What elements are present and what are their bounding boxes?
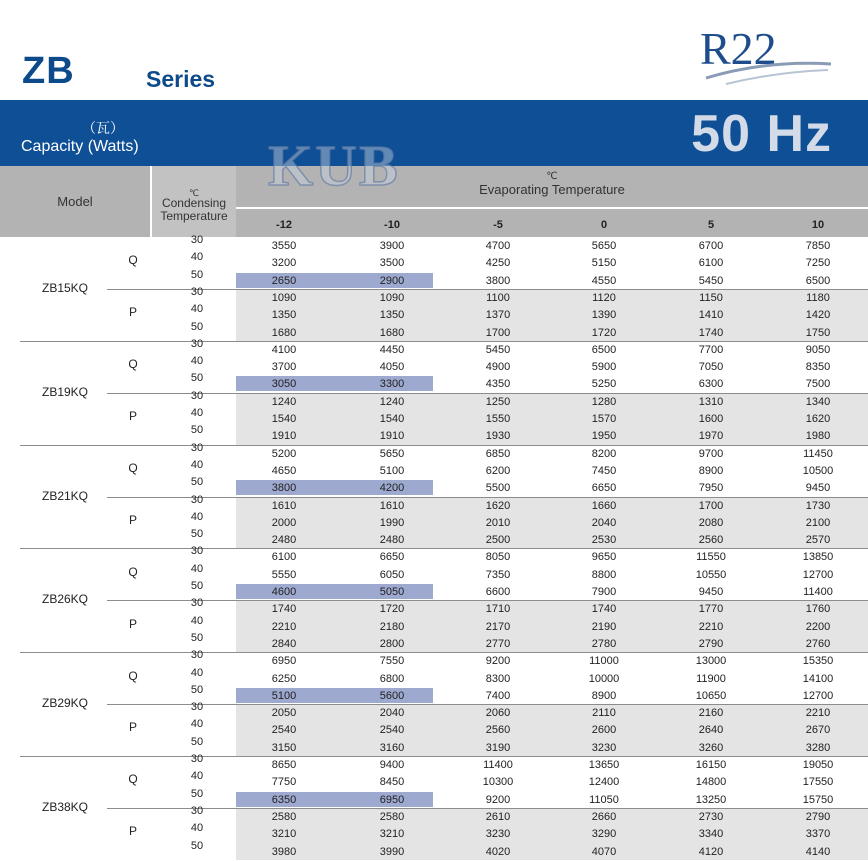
- series-label: Series: [146, 66, 216, 92]
- value-cell: 1350: [271, 309, 297, 322]
- condensing-temp: 40: [190, 770, 204, 783]
- condensing-temp: 50: [190, 424, 204, 437]
- condensing-temp: 40: [190, 666, 204, 679]
- value-cell: 7400: [485, 689, 511, 702]
- value-cell: 12700: [802, 689, 834, 702]
- value-cell: 13000: [695, 655, 727, 668]
- value-cell: 9650: [591, 551, 617, 564]
- value-cell: 1570: [591, 413, 617, 425]
- value-cell: 7350: [485, 568, 511, 581]
- value-cell: 7450: [591, 464, 617, 477]
- evap-temp-1: -10: [384, 219, 400, 231]
- model-name: ZB26KQ: [41, 592, 89, 607]
- condensing-temp: 30: [190, 649, 204, 662]
- value-cell: 2840: [271, 637, 297, 650]
- value-cell: 1390: [591, 309, 617, 322]
- value-cell: 6650: [591, 482, 617, 495]
- value-cell: 2160: [698, 707, 724, 720]
- value-cell: 1990: [379, 516, 405, 529]
- value-cell: 8900: [591, 689, 617, 702]
- value-cell: 12700: [802, 568, 834, 581]
- value-cell: 11900: [696, 672, 726, 685]
- value-cell: 11550: [696, 551, 726, 564]
- condensing-unit: ℃: [188, 188, 200, 198]
- value-cell: 7550: [379, 655, 405, 668]
- value-cell: 1970: [698, 430, 724, 443]
- value-cell: 2570: [805, 534, 831, 547]
- value-cell: 9700: [698, 447, 724, 460]
- model-header: Model: [57, 194, 93, 209]
- row-type-p: P: [128, 720, 137, 735]
- evap-temp-4: 5: [707, 219, 715, 231]
- value-cell: 11000: [589, 655, 619, 668]
- value-cell: 1730: [805, 499, 831, 512]
- value-cell: 2730: [698, 810, 724, 823]
- condensing-temp: 50: [190, 528, 204, 541]
- row-type-q: Q: [128, 772, 138, 787]
- value-cell: 1250: [485, 395, 511, 408]
- condensing-temp: 40: [190, 562, 204, 575]
- value-cell: 4350: [485, 378, 511, 391]
- logo-text: R22: [700, 23, 777, 74]
- value-cell: 8900: [698, 464, 724, 477]
- capacity-label-cn: （瓦）: [82, 120, 124, 136]
- value-cell: 1540: [271, 413, 297, 425]
- value-cell: 3800: [271, 482, 297, 495]
- value-cell: 8300: [485, 672, 511, 685]
- value-cell: 4050: [379, 361, 405, 374]
- value-cell: 1420: [805, 309, 831, 322]
- condensing-temp: 40: [190, 303, 204, 316]
- value-cell: 7500: [805, 378, 831, 391]
- value-cell: 2900: [379, 274, 405, 287]
- value-cell: 1340: [805, 395, 831, 408]
- condensing-temp: 50: [190, 372, 204, 385]
- value-cell: 4070: [591, 845, 617, 858]
- value-cell: 3300: [379, 378, 405, 391]
- value-cell: 1950: [591, 430, 617, 443]
- value-cell: 2790: [698, 637, 724, 650]
- value-cell: 6500: [805, 274, 831, 287]
- value-cell: 6800: [379, 672, 405, 685]
- value-cell: 3260: [698, 741, 724, 754]
- value-cell: 1240: [379, 395, 405, 408]
- value-cell: 5100: [379, 464, 405, 477]
- value-cell: 1750: [805, 326, 831, 339]
- evap-temp-5: 10: [811, 219, 825, 231]
- value-cell: 8200: [591, 447, 617, 460]
- value-cell: 4020: [485, 845, 511, 858]
- value-cell: 1660: [591, 499, 617, 512]
- value-cell: 1610: [271, 499, 297, 512]
- value-cell: 5600: [379, 689, 405, 702]
- value-cell: 9450: [805, 482, 831, 495]
- value-cell: 13250: [695, 793, 727, 806]
- value-cell: 14100: [802, 672, 834, 685]
- value-cell: 5650: [591, 240, 617, 252]
- value-cell: 6350: [271, 793, 297, 806]
- value-cell: 3190: [485, 741, 511, 754]
- value-cell: 1700: [698, 499, 724, 512]
- condensing-temp: 50: [190, 631, 204, 644]
- value-cell: 6200: [485, 464, 511, 477]
- value-cell: 14800: [695, 776, 727, 789]
- value-cell: 5650: [379, 447, 405, 460]
- value-cell: 1740: [591, 603, 617, 616]
- value-cell: 2180: [379, 620, 405, 633]
- value-cell: 3980: [271, 845, 297, 858]
- value-cell: 5200: [271, 447, 297, 460]
- value-cell: 16150: [695, 759, 727, 771]
- condensing-temp: 50: [190, 268, 204, 281]
- watermark: KUB: [268, 133, 400, 198]
- condensing-temp: 30: [190, 389, 204, 402]
- value-cell: 8350: [805, 361, 831, 374]
- frequency-label: 50 Hz: [691, 105, 832, 163]
- value-cell: 1980: [805, 430, 831, 443]
- value-cell: 15750: [802, 793, 834, 806]
- value-cell: 2560: [485, 724, 511, 737]
- value-cell: 2800: [379, 637, 405, 650]
- value-cell: 1610: [379, 499, 405, 512]
- value-cell: 2210: [271, 620, 297, 633]
- condensing-temp: 40: [190, 251, 204, 264]
- value-cell: 3900: [379, 240, 405, 252]
- value-cell: 9050: [805, 343, 831, 356]
- value-cell: 2010: [485, 516, 511, 529]
- condensing-temp: 30: [190, 441, 204, 454]
- capacity-label: Capacity (Watts): [21, 138, 139, 155]
- value-cell: 7850: [805, 240, 831, 252]
- value-cell: 1620: [805, 413, 831, 425]
- value-cell: 13850: [802, 551, 834, 564]
- p-shade: [236, 704, 868, 756]
- value-cell: 2210: [805, 707, 831, 720]
- value-cell: 4700: [485, 240, 511, 252]
- value-cell: 6850: [485, 447, 511, 460]
- header-divider: [236, 207, 868, 209]
- value-cell: 4100: [271, 343, 297, 356]
- evaporating-label: Evaporating Temperature: [479, 182, 625, 197]
- row-type-q: Q: [128, 357, 138, 372]
- value-cell: 1090: [271, 291, 297, 304]
- value-cell: 1150: [699, 291, 723, 304]
- value-cell: 2790: [805, 810, 831, 823]
- value-cell: 2610: [485, 810, 511, 823]
- value-cell: 5100: [271, 689, 297, 702]
- value-cell: 11400: [803, 586, 833, 598]
- value-cell: 2540: [379, 724, 405, 737]
- condensing-temp: 40: [190, 614, 204, 627]
- value-cell: 1090: [379, 291, 405, 304]
- value-cell: 2560: [698, 534, 724, 547]
- value-cell: 3990: [379, 845, 405, 858]
- condensing-temp: 50: [190, 476, 204, 489]
- value-cell: 6700: [698, 240, 724, 252]
- value-cell: 3500: [379, 257, 405, 270]
- value-cell: 2050: [271, 707, 297, 720]
- value-cell: 2780: [591, 637, 617, 650]
- value-cell: 9400: [379, 759, 405, 771]
- value-cell: 10550: [695, 568, 727, 581]
- row-type-p: P: [128, 305, 137, 320]
- condensing-temp: 40: [190, 407, 204, 419]
- evap-temp-3: 0: [600, 219, 608, 231]
- condensing-temp: 30: [190, 285, 204, 298]
- value-cell: 3210: [271, 828, 297, 841]
- value-cell: 2210: [698, 620, 724, 633]
- value-cell: 6950: [379, 793, 405, 806]
- value-cell: 1120: [592, 291, 616, 304]
- condensing-temp: 30: [190, 337, 204, 350]
- condensing-temp: 50: [190, 787, 204, 800]
- value-cell: 8050: [485, 551, 511, 564]
- value-cell: 3700: [271, 361, 297, 374]
- value-cell: 1620: [485, 499, 511, 512]
- value-cell: 7750: [271, 776, 297, 789]
- condensing-temp: 40: [190, 718, 204, 731]
- value-cell: 2040: [591, 516, 617, 529]
- value-cell: 5450: [698, 274, 724, 287]
- value-cell: 6250: [271, 672, 297, 685]
- value-cell: 9200: [485, 655, 511, 668]
- value-cell: 3340: [698, 828, 724, 841]
- value-cell: 5150: [591, 257, 617, 270]
- condensing-temp: 50: [190, 580, 204, 592]
- value-cell: 2080: [698, 516, 724, 529]
- value-cell: 6050: [379, 568, 405, 581]
- value-cell: 5250: [591, 378, 617, 391]
- value-cell: 1770: [698, 603, 724, 616]
- value-cell: 2500: [485, 534, 511, 547]
- value-cell: 3230: [485, 828, 511, 841]
- row-type-p: P: [128, 409, 137, 423]
- value-cell: 6950: [271, 655, 297, 668]
- value-cell: 1720: [379, 603, 405, 616]
- value-cell: 2530: [591, 534, 617, 547]
- value-cell: 3370: [805, 828, 831, 841]
- value-cell: 2480: [271, 534, 297, 547]
- value-cell: 4650: [271, 464, 297, 477]
- value-cell: 6300: [698, 378, 724, 391]
- value-cell: 1700: [485, 326, 511, 339]
- value-cell: 10000: [588, 672, 620, 685]
- value-cell: 5450: [485, 343, 511, 356]
- value-cell: 6500: [591, 343, 617, 356]
- value-cell: 1680: [379, 326, 405, 339]
- value-cell: 2600: [591, 724, 617, 737]
- value-cell: 4600: [271, 586, 297, 598]
- value-cell: 2580: [379, 810, 405, 823]
- value-cell: 1540: [379, 413, 405, 425]
- value-cell: 3210: [379, 828, 405, 841]
- r22-logo: [696, 20, 836, 90]
- condensing-temp: 50: [190, 683, 204, 696]
- value-cell: 4120: [698, 845, 724, 858]
- value-cell: 3290: [591, 828, 617, 841]
- value-cell: 4140: [805, 845, 831, 858]
- value-cell: 7050: [698, 361, 724, 374]
- value-cell: 3050: [271, 378, 297, 391]
- value-cell: 2170: [485, 620, 511, 633]
- value-cell: 1710: [485, 603, 511, 616]
- model-name: ZB19KQ: [41, 384, 89, 399]
- model-name: ZB21KQ: [41, 488, 89, 503]
- row-type-p: P: [128, 824, 137, 839]
- model-name: ZB15KQ: [41, 280, 89, 295]
- value-cell: 2000: [271, 516, 297, 529]
- value-cell: 6650: [379, 551, 405, 564]
- value-cell: 2640: [698, 724, 724, 737]
- value-cell: 6600: [485, 586, 511, 598]
- value-cell: 1410: [698, 309, 724, 322]
- condensing-temp: 50: [190, 735, 204, 748]
- value-cell: 1280: [591, 395, 617, 408]
- value-cell: 2190: [591, 620, 617, 633]
- value-cell: 2540: [271, 724, 297, 737]
- value-cell: 2650: [271, 274, 297, 287]
- value-cell: 1680: [271, 326, 297, 339]
- value-cell: 5050: [379, 586, 405, 598]
- condensing-temp: 40: [190, 355, 204, 368]
- value-cell: 4900: [485, 361, 511, 374]
- condensing-temp: 40: [190, 510, 204, 523]
- value-cell: 8650: [271, 759, 297, 771]
- value-cell: 3280: [805, 741, 831, 754]
- value-cell: 7700: [698, 343, 724, 356]
- value-cell: 3150: [271, 741, 297, 754]
- value-cell: 1720: [591, 326, 617, 339]
- value-cell: 2060: [485, 707, 511, 720]
- value-cell: 12400: [588, 776, 620, 789]
- value-cell: 7950: [698, 482, 724, 495]
- value-cell: 3800: [485, 274, 511, 287]
- value-cell: 8450: [379, 776, 405, 789]
- value-cell: 1740: [271, 603, 297, 616]
- swoosh-icon: [696, 20, 836, 90]
- condensing-temp: 30: [190, 701, 204, 714]
- value-cell: 3160: [379, 741, 405, 754]
- value-cell: 3230: [591, 741, 617, 754]
- value-cell: 2580: [271, 810, 297, 823]
- condensing-temp: 40: [190, 822, 204, 835]
- value-cell: 1600: [698, 413, 724, 425]
- row-type-q: Q: [128, 253, 138, 268]
- value-cell: 1310: [698, 395, 724, 408]
- value-cell: 19050: [802, 759, 834, 771]
- value-cell: 1930: [485, 430, 511, 443]
- value-cell: 1370: [485, 309, 511, 322]
- evap-temp-0: -12: [276, 219, 292, 231]
- value-cell: 17550: [802, 776, 834, 789]
- value-cell: 2670: [805, 724, 831, 737]
- value-cell: 7900: [591, 586, 617, 598]
- value-cell: 2760: [805, 637, 831, 650]
- evaporating-unit: ℃: [546, 171, 558, 182]
- condensing-temp: 50: [190, 839, 204, 852]
- row-type-p: P: [128, 512, 137, 527]
- value-cell: 2480: [379, 534, 405, 547]
- model-name: ZB38KQ: [41, 799, 89, 814]
- p-shade: [236, 600, 868, 652]
- condensing-temp: 30: [190, 804, 204, 817]
- value-cell: 13650: [588, 759, 620, 771]
- p-shade: [236, 289, 868, 341]
- condensing-label: Condensing Temperature: [160, 196, 228, 223]
- value-cell: 2100: [805, 516, 831, 529]
- row-type-p: P: [128, 616, 137, 631]
- value-cell: 3550: [271, 240, 297, 252]
- value-cell: 15350: [802, 655, 834, 668]
- value-cell: 8800: [591, 568, 617, 581]
- value-cell: 10300: [482, 776, 514, 789]
- value-cell: 11450: [803, 447, 833, 460]
- value-cell: 3200: [271, 257, 297, 270]
- value-cell: 4200: [379, 482, 405, 495]
- condensing-temp: 30: [190, 234, 204, 246]
- value-cell: 5500: [485, 482, 511, 495]
- value-cell: 1550: [485, 413, 511, 425]
- value-cell: 7250: [805, 257, 831, 270]
- row-type-q: Q: [128, 668, 138, 683]
- value-cell: 5550: [271, 568, 297, 581]
- condensing-temp: 30: [190, 597, 204, 610]
- value-cell: 2660: [591, 810, 617, 823]
- value-cell: 11050: [589, 793, 619, 806]
- p-shade: [236, 393, 868, 445]
- value-cell: 1760: [805, 603, 831, 616]
- value-cell: 9200: [485, 793, 511, 806]
- value-cell: 6100: [271, 551, 297, 564]
- evap-temp-2: -5: [493, 219, 503, 231]
- p-shade: [236, 497, 868, 549]
- value-cell: 1350: [379, 309, 405, 322]
- value-cell: 1740: [698, 326, 724, 339]
- value-cell: 2200: [805, 620, 831, 633]
- value-cell: 1240: [271, 395, 297, 408]
- value-cell: 5900: [591, 361, 617, 374]
- value-cell: 2110: [592, 707, 616, 720]
- value-cell: 1910: [379, 430, 405, 443]
- value-cell: 4450: [379, 343, 405, 356]
- model-name: ZB29KQ: [41, 696, 89, 711]
- value-cell: 6100: [698, 257, 724, 270]
- value-cell: 4550: [591, 274, 617, 287]
- value-cell: 10650: [695, 689, 727, 702]
- condensing-temp: 30: [190, 753, 204, 765]
- series-code: ZB: [22, 50, 75, 92]
- condensing-temp: 30: [190, 545, 204, 558]
- condensing-temp: 40: [190, 458, 204, 471]
- value-cell: 1910: [271, 430, 297, 443]
- value-cell: 1100: [486, 291, 510, 304]
- value-cell: 2040: [379, 707, 405, 720]
- row-type-q: Q: [128, 564, 138, 579]
- p-shade: [236, 808, 868, 860]
- condensing-temp: 50: [190, 320, 204, 333]
- row-type-q: Q: [128, 460, 138, 475]
- value-cell: 1180: [806, 291, 830, 304]
- value-cell: 10500: [802, 464, 834, 477]
- value-cell: 9450: [698, 586, 724, 598]
- condensing-header: [152, 166, 236, 237]
- value-cell: 11400: [483, 759, 513, 771]
- condensing-temp: 30: [190, 493, 204, 506]
- value-cell: 4250: [485, 257, 511, 270]
- value-cell: 2770: [485, 637, 511, 650]
